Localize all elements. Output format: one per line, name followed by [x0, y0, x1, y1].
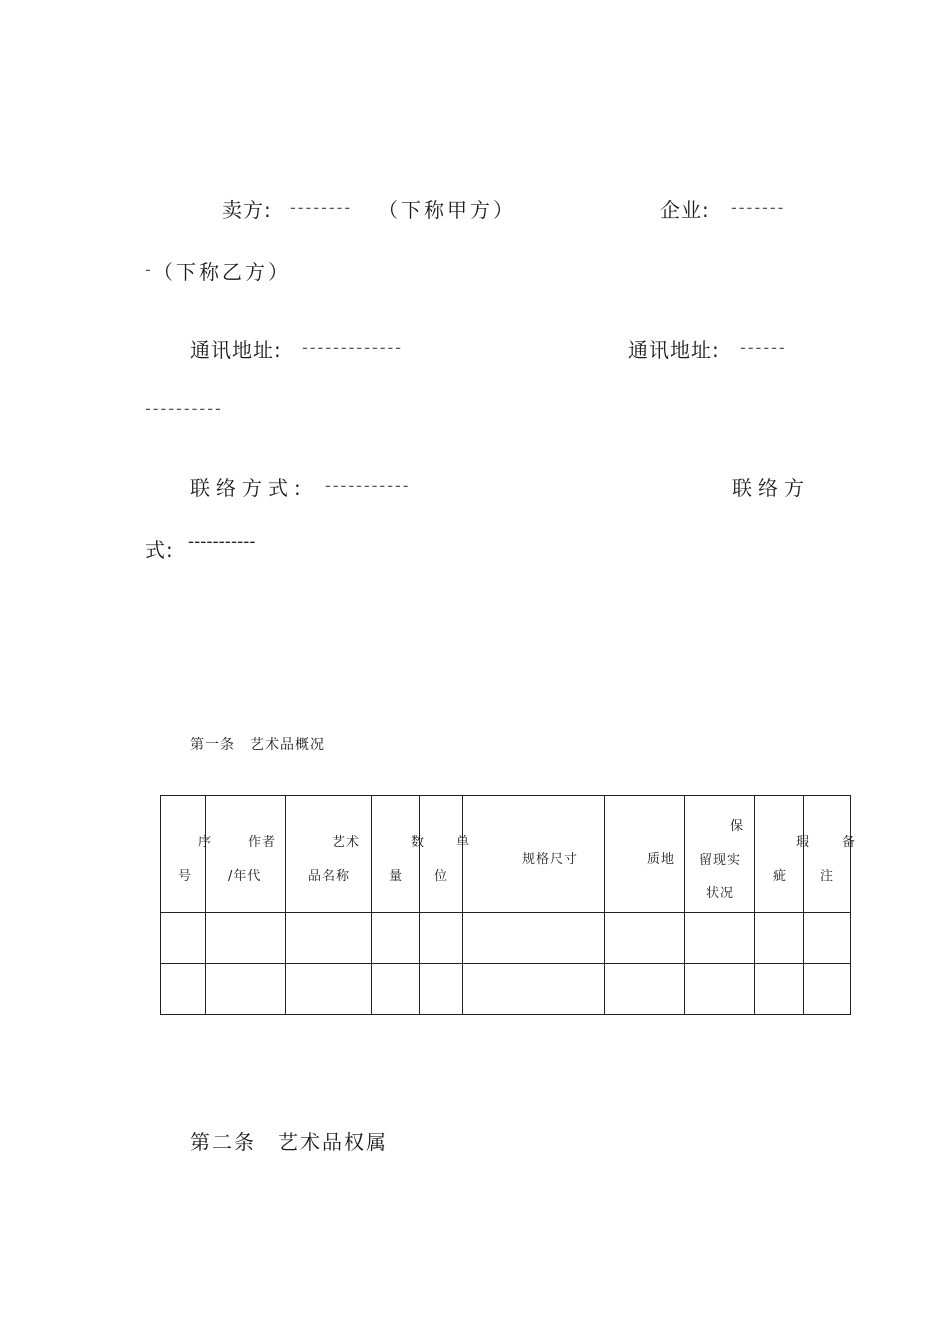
table-cell[interactable]	[420, 913, 463, 964]
seller-blank: --------	[290, 198, 353, 217]
seller-address-label: 通讯地址:	[190, 338, 282, 362]
table-cell[interactable]	[206, 964, 286, 1015]
table-cell[interactable]	[685, 964, 755, 1015]
buyer-address-label: 通讯地址:	[628, 338, 720, 362]
table-cell[interactable]	[372, 913, 420, 964]
table-row	[161, 913, 851, 964]
header-material	[605, 796, 685, 913]
buyer-contact-label-2: 式:	[145, 538, 174, 562]
buyer-blank-1: -------	[731, 198, 786, 217]
header-flaw-1: 瑕	[796, 835, 811, 850]
table-cell[interactable]	[605, 964, 685, 1015]
header-cond-2: 留现实	[699, 853, 742, 868]
seller-alias: （下称甲方）	[378, 198, 516, 222]
buyer-address-blank-2: ----------	[145, 399, 223, 418]
table-cell[interactable]	[161, 913, 206, 964]
table-cell[interactable]	[463, 964, 605, 1015]
table-cell[interactable]	[755, 964, 804, 1015]
header-note-1: 备	[842, 835, 857, 850]
table-cell[interactable]	[161, 964, 206, 1015]
table-cell[interactable]	[286, 964, 372, 1015]
table-cell[interactable]	[206, 913, 286, 964]
header-name-2: 品名称	[308, 869, 351, 884]
table-row	[161, 964, 851, 1015]
buyer-alias: （下称乙方）	[153, 260, 291, 284]
header-cond-1: 保	[730, 819, 745, 834]
header-flaw	[755, 796, 811, 913]
buyer-label: 企业:	[660, 198, 710, 222]
table-cell[interactable]	[755, 913, 804, 964]
seller-contact-label: 联络方式:	[190, 476, 307, 500]
table-cell[interactable]	[685, 913, 755, 964]
header-note-2: 注	[820, 869, 835, 884]
buyer-contact-blank: -----------	[188, 532, 256, 552]
table-cell[interactable]	[286, 913, 372, 964]
header-cond-3: 状况	[706, 886, 735, 901]
header-qty-2: 量	[389, 869, 404, 884]
table-cell[interactable]	[605, 913, 685, 964]
header-seq-1: 序	[198, 835, 213, 850]
buyer-blank-2: -	[145, 260, 153, 279]
section1-title: 第一条 艺术品概况	[190, 737, 325, 753]
header-qty	[372, 796, 426, 913]
header-name-1: 艺术	[332, 835, 361, 850]
header-condition	[685, 796, 755, 913]
header-size	[463, 796, 605, 913]
seller-contact-blank: -----------	[325, 476, 411, 495]
buyer-contact-label-1: 联络方	[732, 476, 810, 500]
table-cell[interactable]	[463, 913, 605, 964]
header-note	[804, 796, 857, 913]
table-cell[interactable]	[804, 913, 851, 964]
header-flaw-2: 疵	[773, 869, 788, 884]
section2-title: 第二条 艺术品权属	[190, 1130, 388, 1154]
seller-label: 卖方:	[222, 198, 272, 222]
table-cell[interactable]	[420, 964, 463, 1015]
header-unit	[420, 796, 471, 913]
header-unit-2: 位	[434, 869, 449, 884]
header-size-label: 规格尺寸	[522, 852, 579, 867]
header-unit-1: 单	[456, 835, 471, 850]
header-qty-1: 数	[411, 835, 426, 850]
buyer-address-blank-1: ------	[740, 338, 787, 357]
table-cell[interactable]	[804, 964, 851, 1015]
header-author	[206, 796, 286, 913]
table-cell[interactable]	[372, 964, 420, 1015]
header-seq-2: 号	[178, 869, 193, 884]
seller-address-blank: -------------	[302, 338, 404, 357]
header-author-2: /年代	[228, 869, 262, 884]
header-name	[286, 796, 372, 913]
table-header-row	[161, 796, 851, 913]
header-material-label: 质地	[647, 852, 676, 867]
header-seq	[161, 796, 213, 913]
artwork-table	[160, 795, 857, 1015]
header-author-1: 作者	[248, 835, 277, 850]
